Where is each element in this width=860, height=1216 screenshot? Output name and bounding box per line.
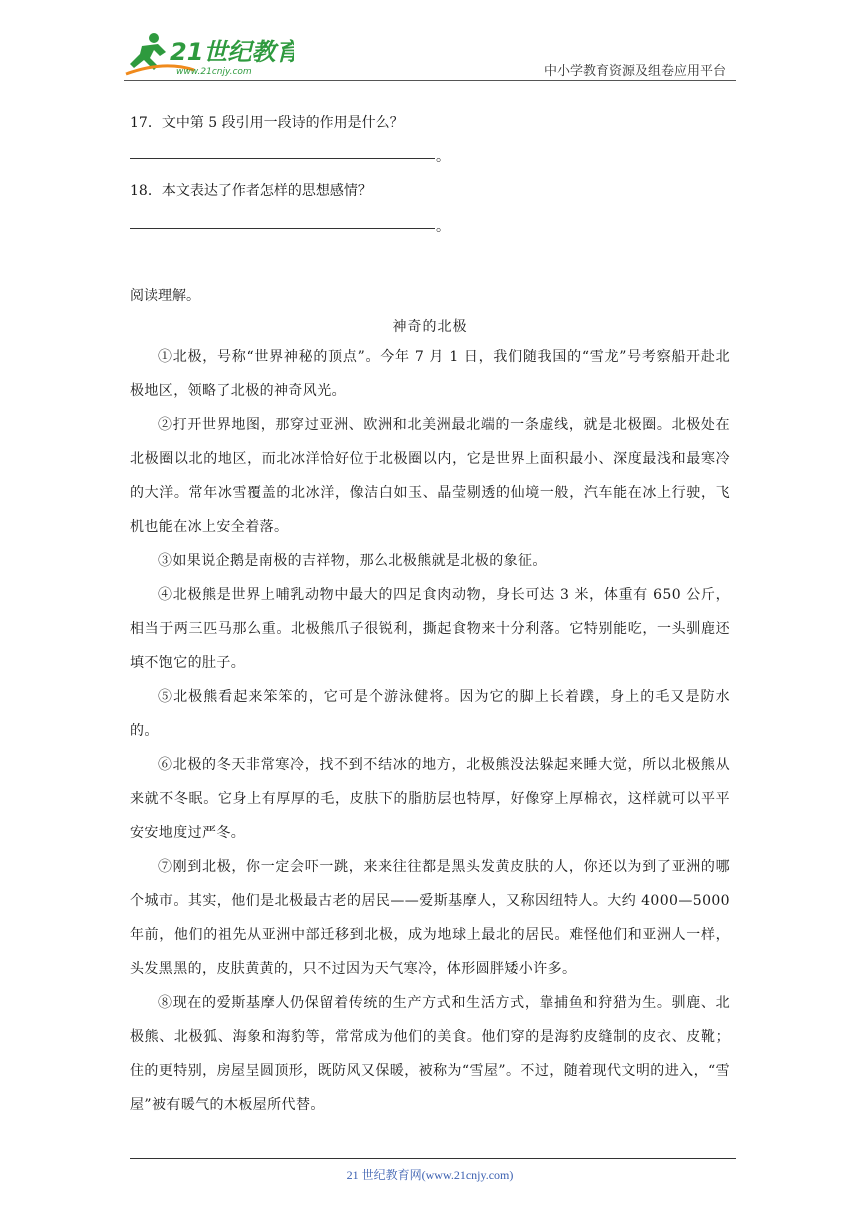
answer-period-17: 。 — [436, 149, 450, 165]
article-title: 神奇的北极 — [392, 319, 468, 335]
question-18: 18．本文表达了作者怎样的思想感情？ — [130, 183, 372, 199]
paragraph-4: ④北极熊是世界上哺乳动物中最大的四足食肉动物，身长可达 3 米，体重有 650 公斤，相当于两三匹马那么重。北极熊爪子很锐利，撕起食物来十分利落。它特别能吃，一头驯鹿还填不饱它的肚子。 — [130, 587, 730, 671]
answer-line-17[interactable] — [130, 158, 435, 159]
footer-link[interactable]: 21 世纪教育网(www.21cnjy.com) — [346, 1168, 514, 1182]
paragraph-7: ⑦刚到北极，你一定会吓一跳，来来往往都是黑头发黄皮肤的人，你还以为到了亚洲的哪个城市。其实，他们是北极最古老的居民——爱斯基摩人，又称因纽特人。大约 4000—5000 年前，他们的祖先从亚洲中部迁移到北极，成为地球上最北的居民。难怪他们和亚洲人一样，头发黑黑的，皮肤黄黄的，只不过因为天气寒冷，体形圆胖矮小许多。 — [130, 859, 730, 977]
answer-line-18[interactable] — [130, 228, 435, 229]
platform-name: 中小学教育资源及组卷应用平台 — [543, 64, 726, 79]
logo-url: www.21cnjy.com — [176, 67, 252, 77]
paragraph-8: ⑧现在的爱斯基摩人仍保留着传统的生产方式和生活方式，靠捕鱼和狩猎为生。驯鹿、北极熊、北极狐、海象和海豹等，常常成为他们的美食。他们穿的是海豹皮缝制的皮衣、皮靴；住的更特别，房屋呈圆顶形，既防风又保暖，被称为“雪屋”。不过，随着现代文明的进入，“雪屋”被有暖气的木板屋所代替。 — [130, 995, 730, 1113]
paragraph-3: ③如果说企鹅是南极的吉祥物，那么北极熊就是北极的象征。 — [158, 553, 547, 569]
answer-period-18: 。 — [436, 219, 450, 235]
page-header — [0, 0, 860, 80]
question-17: 17．文中第 5 段引用一段诗的作用是什么？ — [130, 115, 404, 131]
logo-text: 21世纪教育 — [170, 38, 294, 66]
header-divider — [124, 80, 736, 81]
paragraph-6: ⑥北极的冬天非常寒冷，找不到不结冰的地方，北极熊没法躲起来睡大觉，所以北极熊从来就不冬眠。它身上有厚厚的毛，皮肤下的脂肪层也特厚，好像穿上厚棉衣，这样就可以平平安安地度过严冬。 — [130, 757, 730, 841]
paragraph-1: ①北极，号称“世界神秘的顶点”。今年 7 月 1 日，我们随我国的“雪龙”号考察船开赴北极地区，领略了北极的神奇风光。 — [130, 349, 730, 399]
paragraph-2: ②打开世界地图，那穿过亚洲、欧洲和北美洲最北端的一条虚线，就是北极圈。北极处在北极圈以北的地区，而北冰洋恰好位于北极圈以内，它是世界上面积最小、深度最浅和最寒冷的大洋。常年冰雪覆盖的北冰洋，像洁白如玉、晶莹剔透的仙境一般，汽车能在冰上行驶，飞机也能在冰上安全着落。 — [130, 417, 730, 535]
section-label: 阅读理解。 — [130, 288, 200, 304]
site-logo[interactable] — [124, 30, 294, 80]
footer-divider — [130, 1158, 736, 1159]
paragraph-5: ⑤北极熊看起来笨笨的，它可是个游泳健将。因为它的脚上长着蹼，身上的毛又是防水的。 — [130, 689, 730, 739]
runner-logo-icon — [124, 30, 294, 80]
